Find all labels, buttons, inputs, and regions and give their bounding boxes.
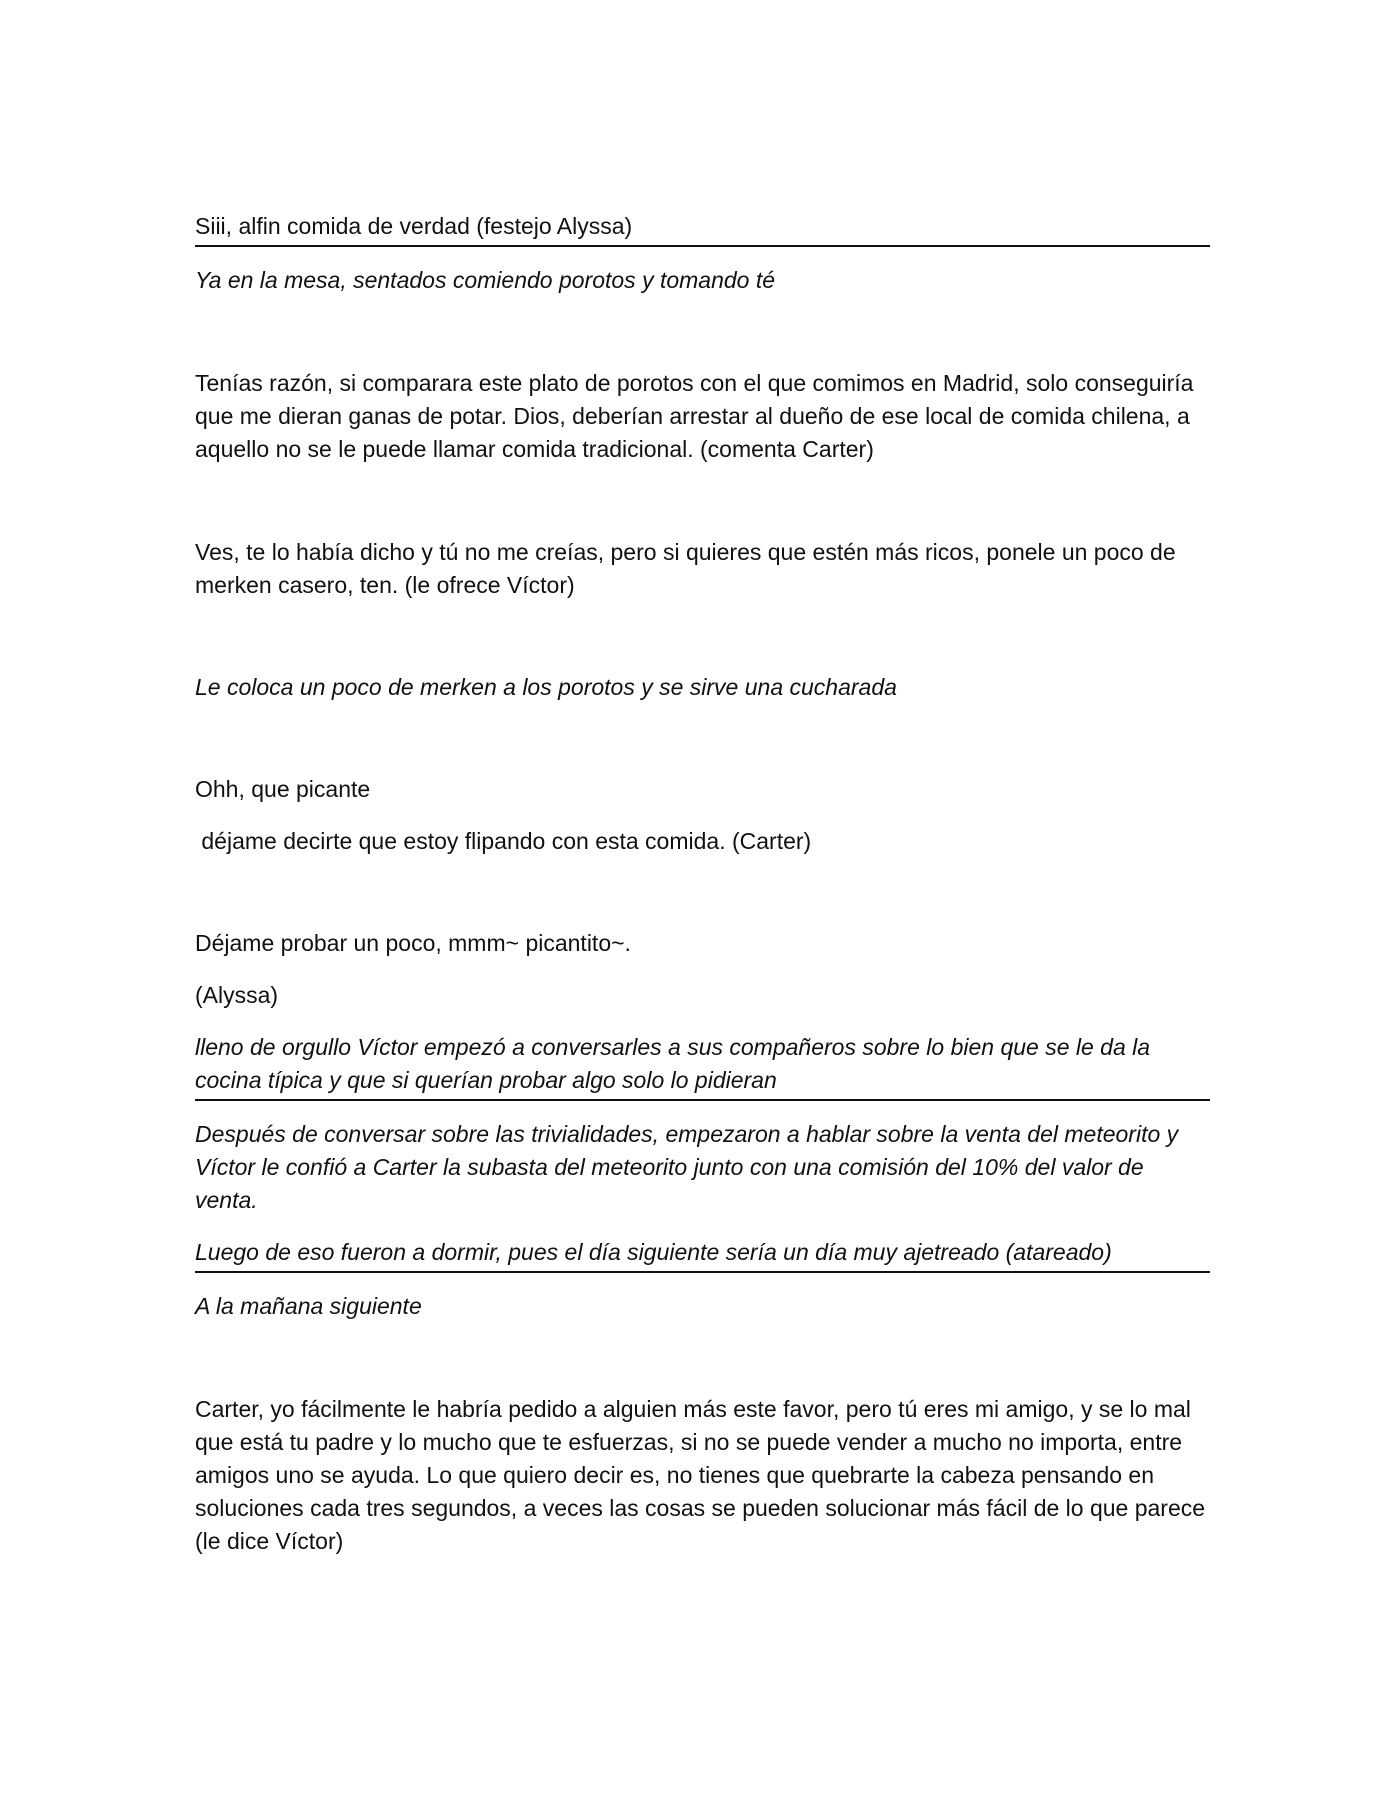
dialogue-carter-comments: Tenías razón, si comparara este plato de porotos con el que comimos en Madrid, solo conseguiría que me dieran ganas de potar. Dios, deberían arrestar al dueño de ese local de comida chilena, a aquello no se le puede llamar comida tradicional. (comenta Carter) — [195, 370, 1194, 462]
narration-at-table: Ya en la mesa, sentados comiendo porotos y tomando té — [195, 267, 776, 293]
document-body — [195, 210, 1210, 1558]
narration-victor-pride: lleno de orgullo Víctor empezó a conversarles a sus compañeros sobre lo bien que se le da la cocina típica y que si querían probar algo solo lo pidieran — [195, 1031, 1210, 1101]
narration-meteorite-sale: Después de conversar sobre las trivialidades, empezaron a hablar sobre la venta del meteorito y Víctor le confió a Carter la subasta del meteorito junto con una comisión del 10% del valor de venta. — [195, 1121, 1179, 1213]
dialogue-alyssa-celebrates: Siii, alfin comida de verdad (festejo Alyssa) — [195, 210, 1210, 247]
narration-go-to-sleep: Luego de eso fueron a dormir, pues el día siguiente sería un día muy ajetreado (atareado) — [195, 1236, 1210, 1273]
narration-merken: Le coloca un poco de merken a los porotos y se sirve una cucharada — [195, 674, 897, 700]
dialogue-victor-offers: Ves, te lo había dicho y tú no me creías, pero si quieres que estén más ricos, ponele un poco de merken casero, ten. (le ofrece Víctor) — [195, 539, 1176, 598]
speaker-alyssa: (Alyssa) — [195, 982, 279, 1008]
dialogue-victor-to-carter: Carter, yo fácilmente le habría pedido a alguien más este favor, pero tú eres mi amigo, y se lo mal que está tu padre y lo mucho que te esfuerzas, si no se puede vender a mucho no importa, entre amigos uno se ayuda. Lo que quiero decir es, no tienes que quebrarte la cabeza pensando en soluciones cada tres segundos, a veces las cosas se pueden solucionar más fácil de lo que parece (le dice Víctor) — [195, 1396, 1206, 1554]
narration-next-morning: A la mañana siguiente — [195, 1293, 422, 1319]
dialogue-carter-flipping: déjame decirte que estoy flipando con esta comida. (Carter) — [195, 828, 812, 854]
dialogue-alyssa-taste: Déjame probar un poco, mmm~ picantito~. — [195, 930, 631, 956]
dialogue-spicy: Ohh, que picante — [195, 776, 371, 802]
